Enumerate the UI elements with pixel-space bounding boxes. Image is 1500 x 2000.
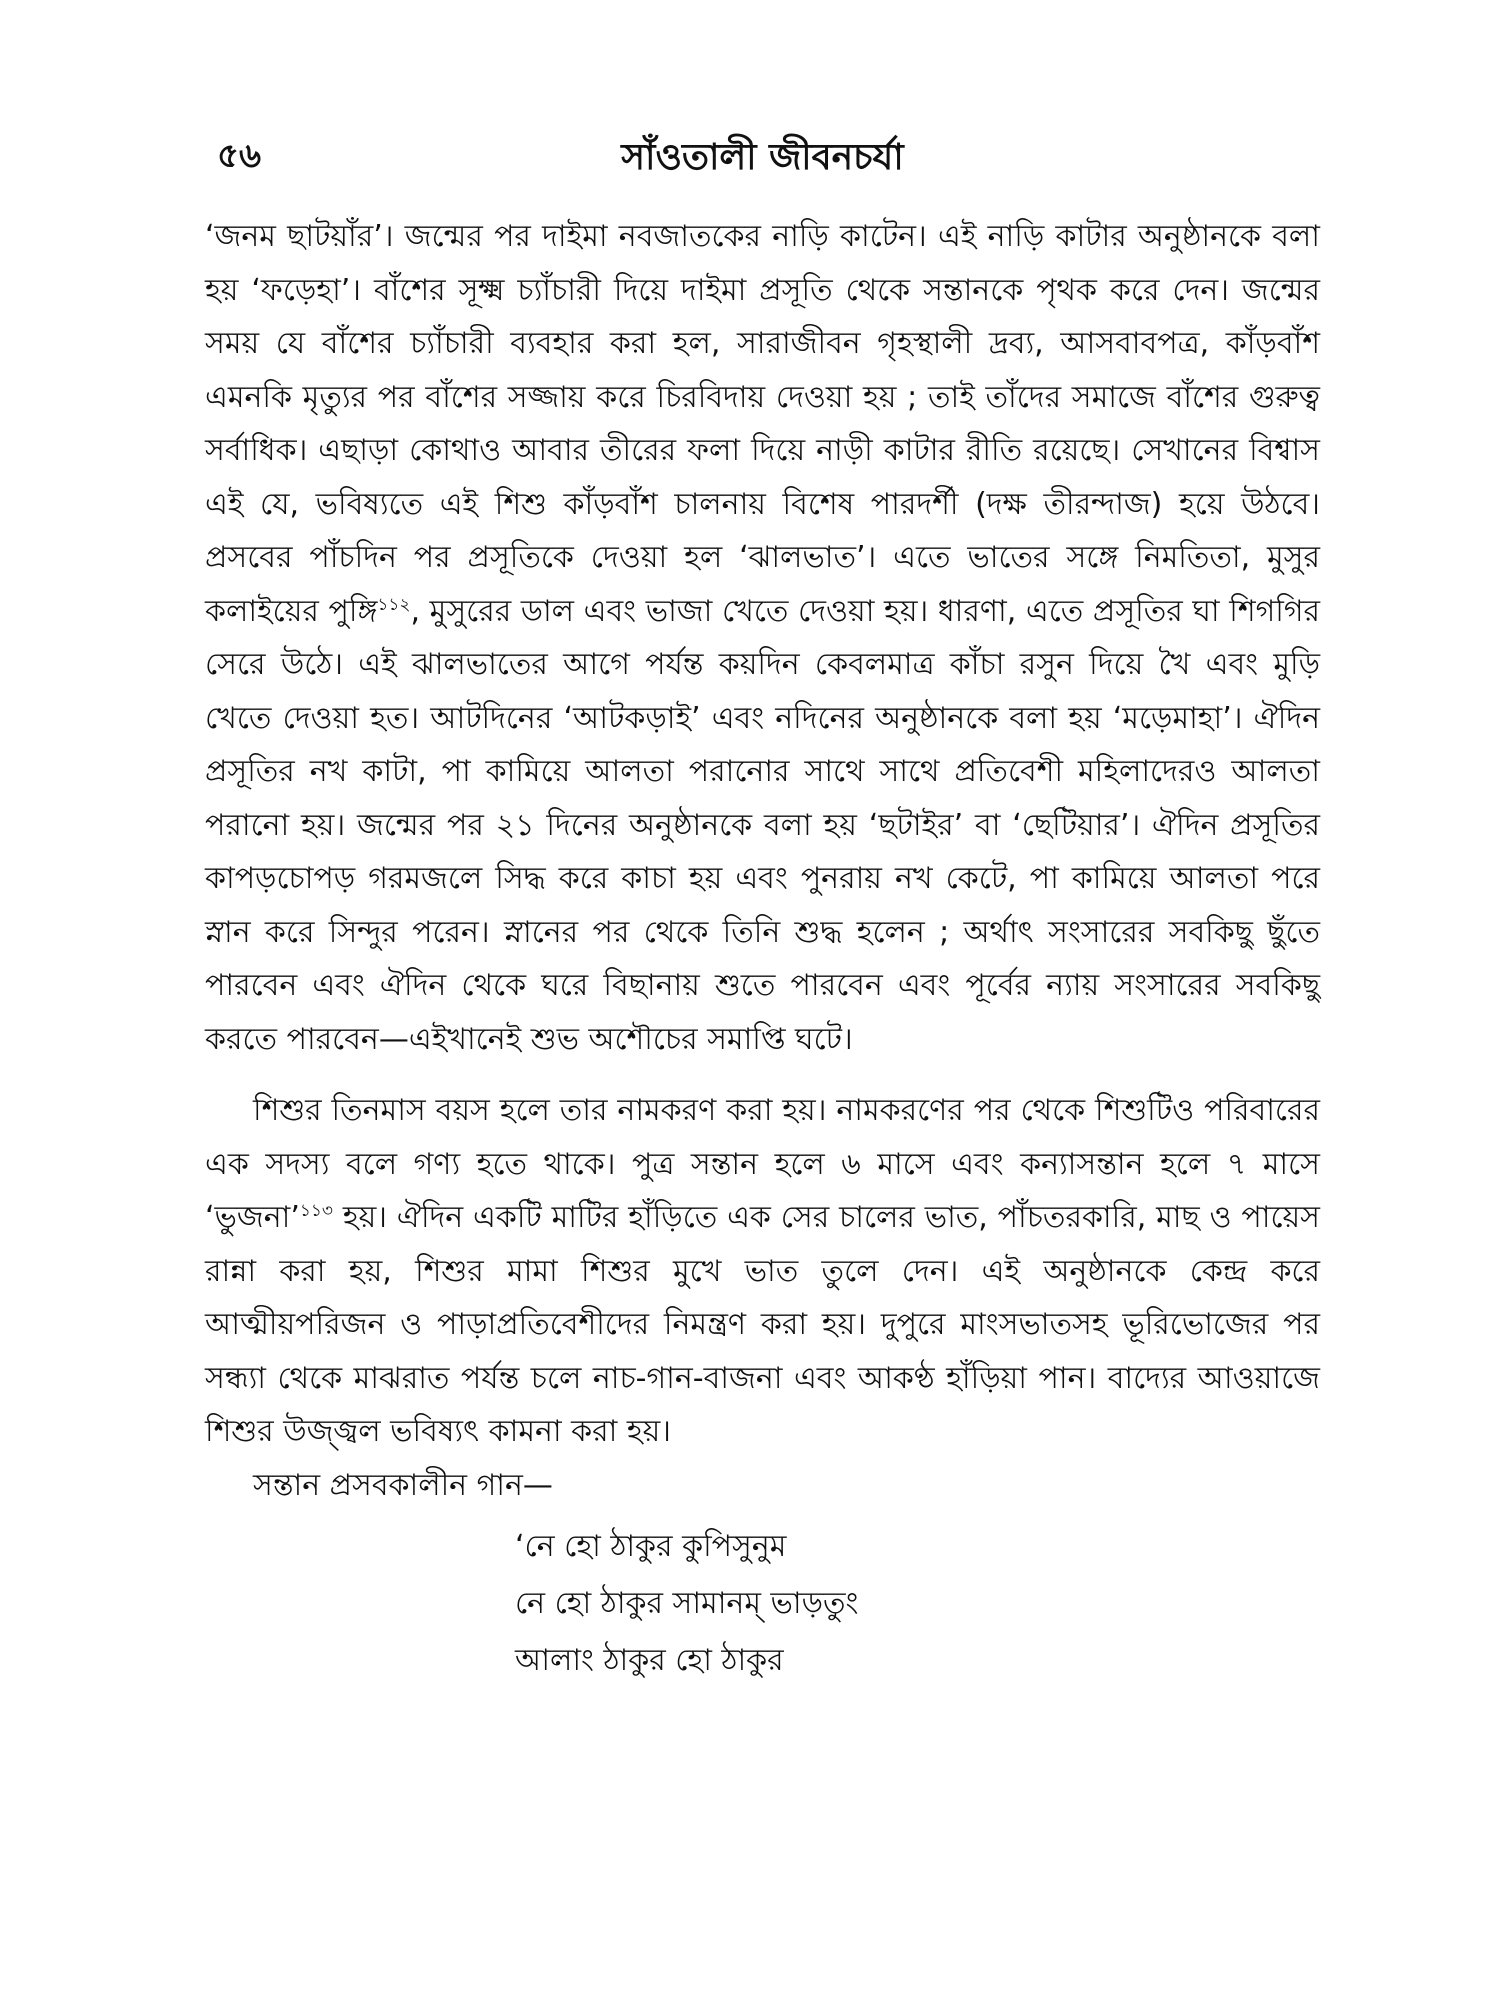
verse-line: ‘নে হো ঠাকুর কুপিসুনুম (515, 1529, 787, 1564)
page-number: ৫৬ (217, 136, 262, 176)
paragraph-1-text-a: ‘জনম ছাটয়াঁর’। জন্মের পর দাইমা নবজাতকের নাড়ি কাটেন। এই নাড়ি কাটার অনুষ্ঠানকে বলা হয় ‘ফড়েহা’। বাঁশের সূক্ষ্ম চ্যাঁচারী দিয়ে দাইমা প্রসূতি থেকে সন্তানকে পৃথক করে দেন। জন্মের সময় যে বাঁশের চ্যাঁচারী ব্যবহার করা হল, সারাজীবন গৃহস্থালী দ্রব্য, আসবাবপত্র, কাঁড়বাঁশ এমনকি মৃত্যুর পর বাঁশের সজ্জায় করে চিরবিদায় দেওয়া হয় ; তাই তাঁদের সমাজে বাঁশের গুরুত্ব সর্বাধিক। এছাড়া কোথাও আবার তীরের ফলা দিয়ে নাড়ী কাটার রীতি রয়েছে। সেখানের বিশ্বাস এই যে, ভবিষ্যতে এই শিশু কাঁড়বাঁশ চালনায় বিশেষ পারদর্শী (দক্ষ তীরন্দাজ) হয়ে উঠবে। প্রসবের পাঁচদিন পর প্রসূতিকে দেওয়া হল ‘ঝালভাত’। এতে ভাতের সঙ্গে নিমতিতা, মুসুর কলাইয়ের পুঙ্গি (205, 219, 1320, 629)
song-verse (515, 1518, 1320, 1689)
running-title: সাঁওতালী জীবনচর্যা (621, 137, 904, 178)
page-header (205, 130, 1320, 190)
paragraph-1 (205, 210, 1320, 1066)
body-text (205, 210, 1320, 1689)
verse-line: আলাং ঠাকুর হো ঠাকুর (515, 1643, 784, 1678)
footnote-marker-112: ১১২ (377, 594, 411, 615)
footnote-marker-113: ১১৩ (299, 1201, 333, 1221)
verse-line: নে হো ঠাকুর সামানম্ ভাড়তুং (515, 1586, 859, 1621)
song-intro: সন্তান প্রসবকালীন গান— (253, 1467, 553, 1503)
paragraph-2-text-a: শিশুর তিনমাস বয়স হলে তার নামকরণ করা হয়। নামকরণের পর থেকে শিশুটিও পরিবারের এক সদস্য বলে গণ্য হতে থাকে। পুত্র সন্তান হলে ৬ মাসে এবং কন্যাসন্তান হলে ৭ মাসে ‘ভুজনা’ (205, 1093, 1320, 1235)
paragraph-2-text-b: হয়। ঐদিন একটি মাটির হাঁড়িতে এক সের চালের ভাত, পাঁচতরকারি, মাছ ও পায়েস রান্না করা হয়, শিশুর মামা শিশুর মুখে ভাত তুলে দেন। এই অনুষ্ঠানকে কেন্দ্র করে আত্মীয়পরিজন ও পাড়াপ্রতিবেশীদের নিমন্ত্রণ করা হয়। দুপুরে মাংসভাতসহ ভূরিভোজের পর সন্ধ্যা থেকে মাঝরাত পর্যন্ত চলে নাচ-গান-বাজনা এবং আকণ্ঠ হাঁড়িয়া পান। বাদ্যের আওয়াজে শিশুর উজ্জ্বল ভবিষ্যৎ কামনা করা হয়। (205, 1200, 1320, 1449)
paragraph-1-text-b: , মুসুরের ডাল এবং ভাজা খেতে দেওয়া হয়। ধারণা, এতে প্রসূতির ঘা শিগগির সেরে উঠে। এই ঝালভাতের আগে পর্যন্ত কয়দিন কেবলমাত্র কাঁচা রসুন দিয়ে খৈ এবং মুড়ি খেতে দেওয়া হত। আটদিনের ‘আটকড়াই’ এবং নদিনের অনুষ্ঠানকে বলা হয় ‘মড়েমাহা’। ঐদিন প্রসূতির নখ কাটা, পা কামিয়ে আলতা পরানোর সাথে সাথে প্রতিবেশী মহিলাদেরও আলতা পরানো হয়। জন্মের পর ২১ দিনের অনুষ্ঠানকে বলা হয় ‘ছটাইর’ বা ‘ছেটিয়ার’। ঐদিন প্রসূতির কাপড়চোপড় গরমজলে সিদ্ধ করে কাচা হয় এবং পুনরায় নখ কেটে, পা কামিয়ে আলতা পরে স্নান করে সিন্দুর পরেন। স্নানের পর থেকে তিনি শুদ্ধ হলেন ; অর্থাৎ সংসারের সবকিছু ছুঁতে পারবেন এবং ঐদিন থেকে ঘরে বিছানায় শুতে পারবেন এবং পূর্বের ন্যায় সংসারের সবকিছু করতে পারবেন—এইখানেই শুভ অশৌচের সমাপ্তি ঘটে। (205, 593, 1320, 1057)
paragraph-2 (205, 1084, 1320, 1459)
